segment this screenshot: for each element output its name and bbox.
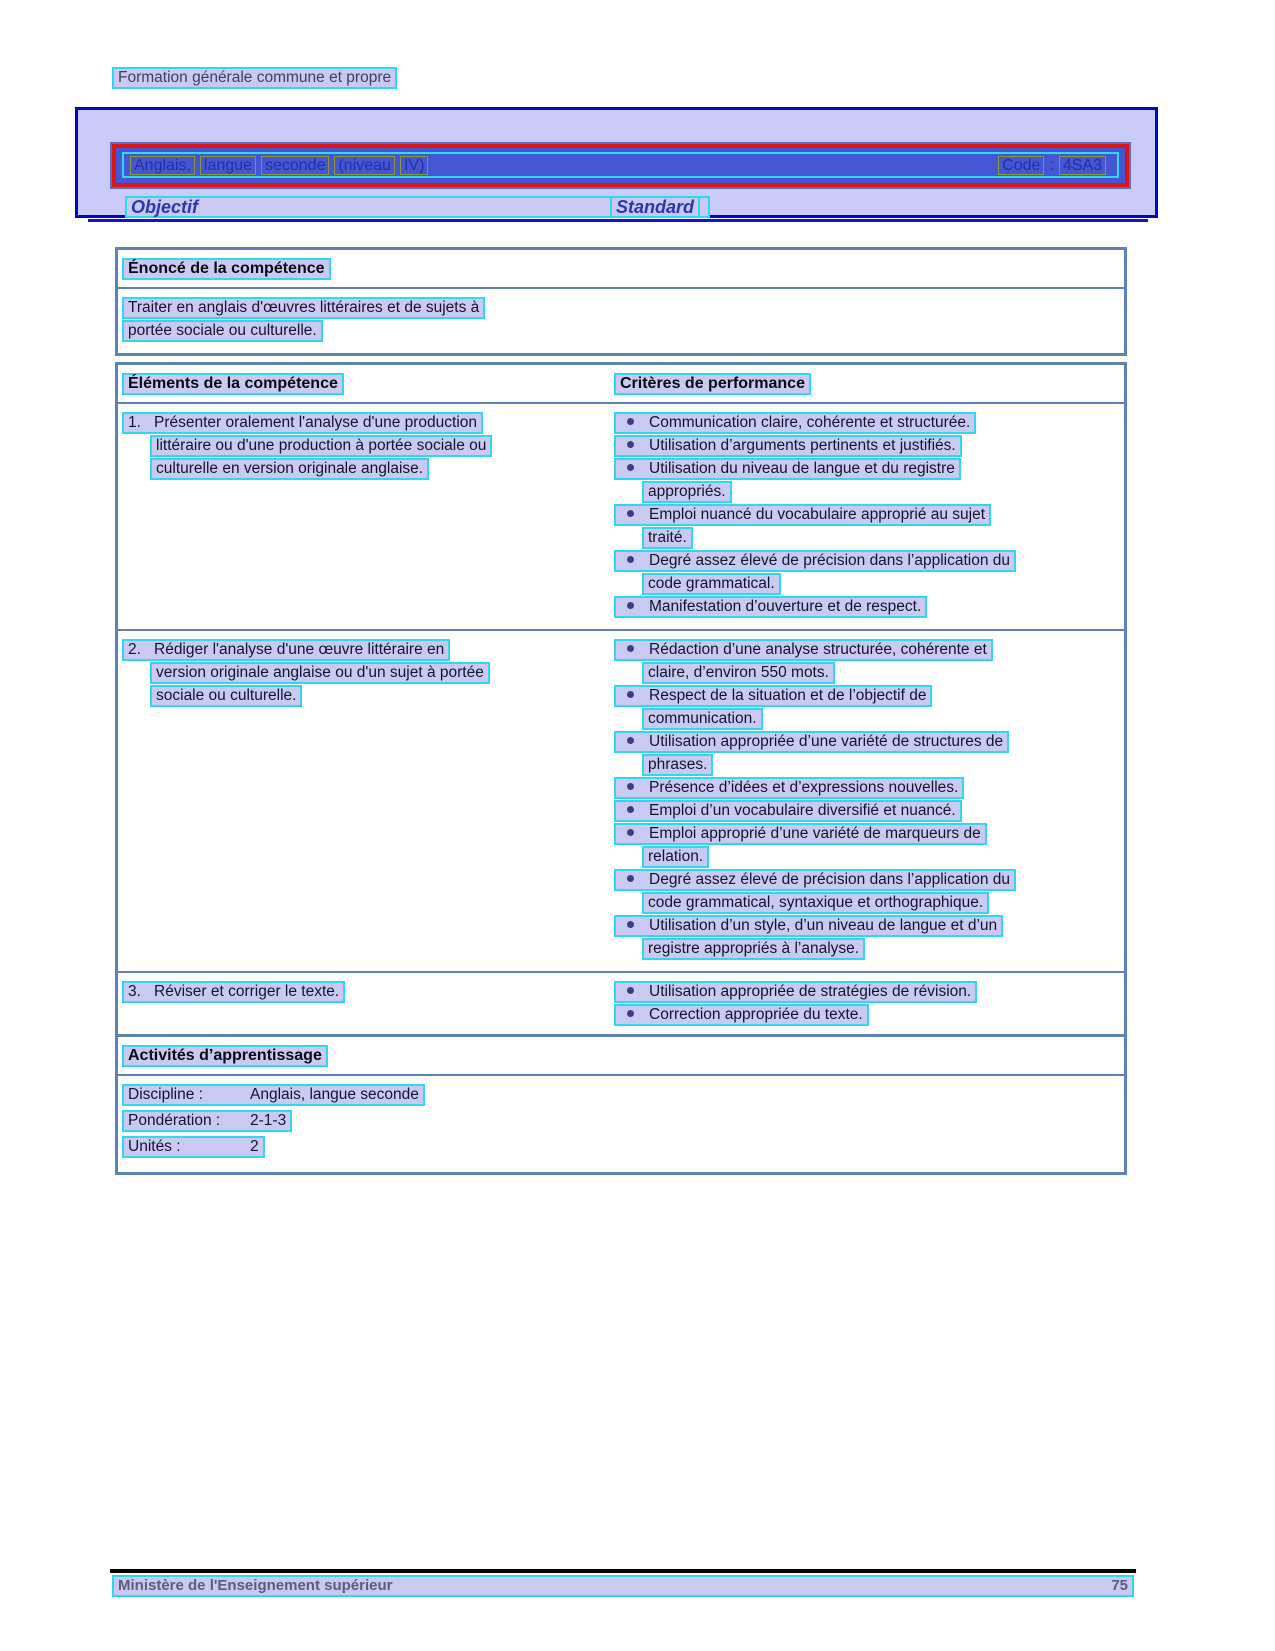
bullet-icon bbox=[627, 602, 634, 609]
activites-section bbox=[115, 1034, 1127, 1175]
text-line bbox=[614, 708, 1116, 731]
criteria-text: Rédaction d’une analyse structurée, cohérente et bbox=[649, 641, 987, 658]
objectif-heading: Objectif bbox=[125, 196, 710, 218]
element-text: Rédiger l'analyse d'une œuvre littéraire en bbox=[154, 641, 445, 658]
text-line bbox=[614, 1004, 1116, 1027]
text-line bbox=[614, 915, 1116, 938]
criteria-text: Degré assez élevé de précision dans l’application du bbox=[649, 552, 1011, 569]
activites-header-row bbox=[118, 1037, 1124, 1076]
table-row bbox=[118, 629, 1124, 971]
bullet-icon bbox=[627, 806, 634, 813]
activites-title: Activités d’apprentissage bbox=[122, 1045, 328, 1067]
text-line bbox=[122, 1110, 1116, 1136]
criteria-text: Utilisation appropriée d’une variété de structures de bbox=[649, 733, 1004, 750]
document-category-note bbox=[112, 67, 397, 89]
item-number: 1. bbox=[128, 414, 141, 431]
enonce-header-row bbox=[118, 250, 1124, 289]
unites-label: Unités : bbox=[128, 1138, 181, 1155]
text-line bbox=[614, 596, 1116, 619]
criteria-line: traité. bbox=[642, 527, 693, 549]
footer bbox=[112, 1575, 1134, 1597]
criteres-header-cell bbox=[614, 373, 1124, 395]
elements-header: Éléments de la compétence bbox=[122, 373, 344, 395]
ponderation-row bbox=[122, 1110, 292, 1132]
element-line: culturelle en version originale anglaise. bbox=[150, 458, 429, 480]
text-line bbox=[122, 1136, 1116, 1162]
unites-value: 2 bbox=[250, 1138, 259, 1155]
table-row bbox=[118, 971, 1124, 1037]
criteria-line bbox=[614, 915, 1003, 937]
course-code-value: 4SA3 bbox=[1059, 156, 1106, 175]
standard-heading: Standard bbox=[610, 196, 700, 218]
text-line bbox=[122, 639, 614, 662]
footer-ministry: Ministère de l'Enseignement supérieur bbox=[118, 1577, 393, 1594]
banner-text-strip bbox=[122, 152, 1119, 178]
enonce-line: portée sociale ou culturelle. bbox=[122, 320, 323, 342]
activites-body bbox=[118, 1076, 1124, 1172]
text-line bbox=[614, 777, 1116, 800]
criteria-line bbox=[614, 435, 962, 457]
discipline-label: Discipline : bbox=[128, 1086, 203, 1103]
course-code-separator: : bbox=[1049, 156, 1054, 174]
text-line bbox=[614, 639, 1116, 662]
text-line bbox=[122, 1084, 1116, 1110]
criteria-line bbox=[614, 981, 977, 1003]
text-line bbox=[614, 823, 1116, 846]
text-line bbox=[614, 800, 1116, 823]
criteria-text: Emploi d’un vocabulaire diversifié et nuancé. bbox=[649, 802, 956, 819]
criteria-text: Présence d’idées et d’expressions nouvelles. bbox=[649, 779, 959, 796]
text-line bbox=[614, 892, 1116, 915]
element-text: Présenter oralement l'analyse d'une production bbox=[154, 414, 478, 431]
text-line bbox=[122, 685, 614, 708]
discipline-value: Anglais, langue seconde bbox=[250, 1086, 419, 1103]
criteria-line bbox=[614, 596, 927, 618]
ponderation-value: 2-1-3 bbox=[250, 1112, 287, 1129]
criteria-line bbox=[614, 800, 962, 822]
text-line bbox=[614, 869, 1116, 892]
criteria-text: Communication claire, cohérente et structurée. bbox=[649, 414, 971, 431]
criteria-text: Emploi nuancé du vocabulaire approprié au sujet bbox=[649, 506, 986, 523]
text-line bbox=[614, 458, 1116, 481]
footer-text-strip bbox=[112, 1575, 1134, 1597]
text-line bbox=[614, 412, 1116, 435]
text-line bbox=[122, 412, 614, 435]
text-line bbox=[122, 981, 614, 1004]
bullet-icon bbox=[627, 441, 634, 448]
text-line bbox=[614, 754, 1116, 777]
bullet-icon bbox=[627, 1010, 634, 1017]
table-row bbox=[118, 404, 1124, 629]
banner-red-frame bbox=[112, 144, 1129, 187]
criteria-line bbox=[614, 777, 964, 799]
criteria-line bbox=[614, 412, 976, 434]
text-line bbox=[614, 846, 1116, 869]
text-line bbox=[614, 938, 1116, 961]
course-title-word: seconde bbox=[261, 156, 330, 175]
criteria-text: Utilisation du niveau de langue et du registre bbox=[649, 460, 955, 477]
competence-table-header bbox=[118, 365, 1124, 404]
element-cell bbox=[122, 639, 614, 961]
bullet-icon bbox=[627, 921, 634, 928]
course-title bbox=[130, 156, 433, 175]
criteres-cell bbox=[614, 639, 1116, 961]
text-line bbox=[614, 662, 1116, 685]
header-divider-rule bbox=[88, 219, 1148, 222]
criteria-line bbox=[614, 869, 1016, 891]
text-line bbox=[614, 550, 1116, 573]
text-line bbox=[122, 320, 1116, 343]
text-line bbox=[122, 662, 614, 685]
element-line bbox=[122, 412, 483, 434]
criteria-line: code grammatical, syntaxique et orthographique. bbox=[642, 892, 989, 914]
discipline-row bbox=[122, 1084, 425, 1106]
criteria-text: Utilisation d’arguments pertinents et justifiés. bbox=[649, 437, 956, 454]
criteria-line: communication. bbox=[642, 708, 763, 730]
criteria-line: claire, d’environ 550 mots. bbox=[642, 662, 835, 684]
criteria-text: Correction appropriée du texte. bbox=[649, 1006, 863, 1023]
bullet-icon bbox=[627, 783, 634, 790]
text-line bbox=[122, 297, 1116, 320]
ponderation-label: Pondération : bbox=[128, 1112, 221, 1129]
page-number: 75 bbox=[1111, 1577, 1128, 1594]
criteria-line bbox=[614, 1004, 869, 1026]
text-line bbox=[614, 573, 1116, 596]
course-title-word: Anglais, bbox=[130, 156, 195, 175]
element-line: littéraire ou d'une production à portée sociale ou bbox=[150, 435, 492, 457]
element-text: Réviser et corriger le texte. bbox=[154, 983, 340, 1000]
bullet-icon bbox=[627, 418, 634, 425]
criteria-line bbox=[614, 550, 1016, 572]
course-title-banner bbox=[110, 142, 1131, 189]
elements-header-cell bbox=[122, 373, 614, 395]
criteres-cell bbox=[614, 981, 1116, 1027]
text-line bbox=[614, 981, 1116, 1004]
text-line bbox=[614, 435, 1116, 458]
criteria-text: Respect de la situation et de l’objectif de bbox=[649, 687, 927, 704]
text-line bbox=[614, 481, 1116, 504]
criteria-text: Utilisation d’un style, d’un niveau de langue et d’un bbox=[649, 917, 998, 934]
criteria-line bbox=[614, 639, 993, 661]
item-number: 3. bbox=[128, 983, 141, 1000]
text-line bbox=[614, 731, 1116, 754]
element-line bbox=[122, 639, 450, 661]
criteria-line: code grammatical. bbox=[642, 573, 781, 595]
criteria-text: Utilisation appropriée de stratégies de révision. bbox=[649, 983, 972, 1000]
element-cell bbox=[122, 981, 614, 1027]
bullet-icon bbox=[627, 875, 634, 882]
course-code bbox=[998, 156, 1111, 175]
bullet-icon bbox=[627, 510, 634, 517]
element-line bbox=[122, 981, 345, 1003]
text-line bbox=[614, 685, 1116, 708]
text-line bbox=[122, 458, 614, 481]
criteres-header: Critères de performance bbox=[614, 373, 811, 395]
text-line bbox=[614, 527, 1116, 550]
item-number: 2. bbox=[128, 641, 141, 658]
category-note-text: Formation générale commune et propre bbox=[112, 67, 397, 89]
element-line: sociale ou culturelle. bbox=[150, 685, 302, 707]
enonce-body bbox=[118, 289, 1124, 353]
criteria-line bbox=[614, 731, 1009, 753]
bullet-icon bbox=[627, 464, 634, 471]
criteria-line: registre appropriés à l’analyse. bbox=[642, 938, 865, 960]
enonce-title: Énoncé de la compétence bbox=[122, 258, 331, 280]
criteria-line bbox=[614, 823, 987, 845]
enonce-line: Traiter en anglais d'œuvres littéraires et de sujets à bbox=[122, 297, 485, 319]
course-title-word: langue bbox=[200, 156, 256, 175]
element-cell bbox=[122, 412, 614, 619]
text-line bbox=[614, 504, 1116, 527]
text-line bbox=[122, 435, 614, 458]
criteria-line bbox=[614, 458, 961, 480]
criteria-text: Emploi approprié d’une variété de marqueurs de bbox=[649, 825, 981, 842]
bullet-icon bbox=[627, 556, 634, 563]
competence-table bbox=[115, 362, 1127, 1040]
course-title-word: (niveau bbox=[334, 156, 394, 175]
bullet-icon bbox=[627, 737, 634, 744]
bullet-icon bbox=[627, 829, 634, 836]
criteria-line: relation. bbox=[642, 846, 709, 868]
criteria-line: phrases. bbox=[642, 754, 713, 776]
standard-heading-strip bbox=[610, 196, 700, 218]
element-line: version originale anglaise ou d'un sujet à portée bbox=[150, 662, 490, 684]
criteria-text: Manifestation d’ouverture et de respect. bbox=[649, 598, 922, 615]
criteria-text: Degré assez élevé de précision dans l’application du bbox=[649, 871, 1011, 888]
criteria-line bbox=[614, 685, 932, 707]
course-title-word: IV) bbox=[400, 156, 428, 175]
unites-row bbox=[122, 1136, 265, 1158]
course-code-label: Code bbox=[998, 156, 1044, 175]
bullet-icon bbox=[627, 987, 634, 994]
criteres-cell bbox=[614, 412, 1116, 619]
criteria-line bbox=[614, 504, 991, 526]
bullet-icon bbox=[627, 645, 634, 652]
enonce-section bbox=[115, 247, 1127, 356]
footer-rule bbox=[110, 1569, 1136, 1573]
bullet-icon bbox=[627, 691, 634, 698]
criteria-line: appropriés. bbox=[642, 481, 732, 503]
